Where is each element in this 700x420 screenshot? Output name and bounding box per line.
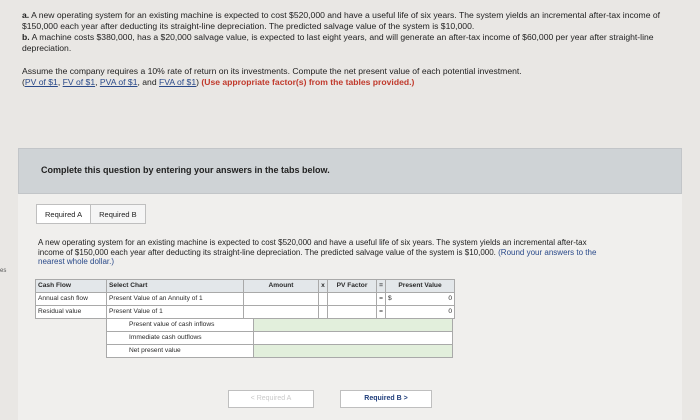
link-sep: , [57,77,63,87]
chevron-left-icon: < [250,395,255,402]
header-equals: = [376,279,386,293]
spacer [35,344,107,358]
immediate-outflow-input[interactable] [253,331,453,345]
equals-sign: = [376,292,386,306]
link-fva-of-1[interactable]: FVA of $1 [159,77,197,87]
instructions-banner [18,148,682,194]
summary-label: Net present value [106,344,254,358]
link-pva-of-1[interactable]: PVA of $1 [99,77,138,87]
header-amount: Amount [243,279,319,293]
part-a-label: a. [22,10,30,20]
link-pv-of-1[interactable]: PV of $1 [24,77,58,87]
banner-text: Complete this question by entering your answers in the tabs below. [41,165,330,175]
rounding-note: (Round your answers to the nearest whole dollar.) [38,247,597,266]
pv-factor-input[interactable] [327,292,377,306]
question-text [22,10,672,88]
header-present-value: Present Value [385,279,455,293]
amount-input[interactable] [243,305,319,319]
present-value-output [385,292,455,306]
next-button[interactable] [340,390,432,408]
spacer [35,318,107,332]
prev-label: Required A [256,395,292,402]
amount-input[interactable] [243,292,319,306]
next-label: Required B [364,395,402,402]
tab-required-b[interactable]: Required B [91,204,146,224]
summary-row [36,345,456,358]
prev-button[interactable] [228,390,314,408]
answer-panel [18,194,682,420]
tab-bar [36,204,146,224]
link-sep: , [95,77,100,87]
summary-label: Immediate cash outflows [106,331,254,345]
header-cash-flow: Cash Flow [35,279,107,293]
header-times: x [318,279,328,293]
link-paren-open: ( [22,77,25,87]
panel-desc-text: A new operating system for an existing machine is expected to cost $520,000 and have a useful life of six years. The system yields an incremental after-tax income of $150,000 each year after deducting its straight-line depreciation. The predicted salvage value of the system is $10,000. [38,238,587,257]
row-label: Annual cash flow [35,292,107,306]
panel-description [38,238,598,267]
part-b-label: b. [22,32,30,42]
tab-navigation [228,390,468,410]
spacer [35,331,107,345]
present-value: 0 [448,295,452,302]
equals-sign: = [376,305,386,319]
row-label: Residual value [35,305,107,319]
header-select-chart: Select Chart [106,279,244,293]
instruction-text: (Use appropriate factor(s) from the tables provided.) [201,77,415,87]
assume-text: Assume the company requires a 10% rate of return on its investments. Compute the net present value of each potential investment. [22,66,522,76]
npv-table [36,280,456,358]
header-pv-factor: PV Factor [327,279,377,293]
currency-sign: $ [388,295,392,302]
summary-label: Present value of cash inflows [106,318,254,332]
link-paren-close: ) [196,77,199,87]
pv-factor-input[interactable] [327,305,377,319]
chevron-right-icon: > [403,395,408,402]
summary-value [253,344,453,358]
chart-select[interactable]: Present Value of an Annuity of 1 [106,292,244,306]
part-b-text: A machine costs $380,000, has a $20,000 salvage value, is expected to last eight years, and will generate an after-tax income of $60,000 per year after straight-line depreciation. [22,32,654,53]
tab-required-a[interactable]: Required A [36,204,91,224]
chart-select[interactable]: Present Value of 1 [106,305,244,319]
summary-value [253,318,453,332]
edge-fragment: es [0,268,7,274]
part-a-text: A new operating system for an existing machine is expected to cost $520,000 and have a useful life of six years. The system yields an incremental after-tax income of $150,000 each year after deducting its straight-line depreciation. The predicted salvage value of the system is $10,000. [22,10,661,31]
present-value: 0 [448,308,452,315]
link-fv-of-1[interactable]: FV of $1 [62,77,96,87]
link-sep: , and [137,77,159,87]
present-value-output [385,305,455,319]
